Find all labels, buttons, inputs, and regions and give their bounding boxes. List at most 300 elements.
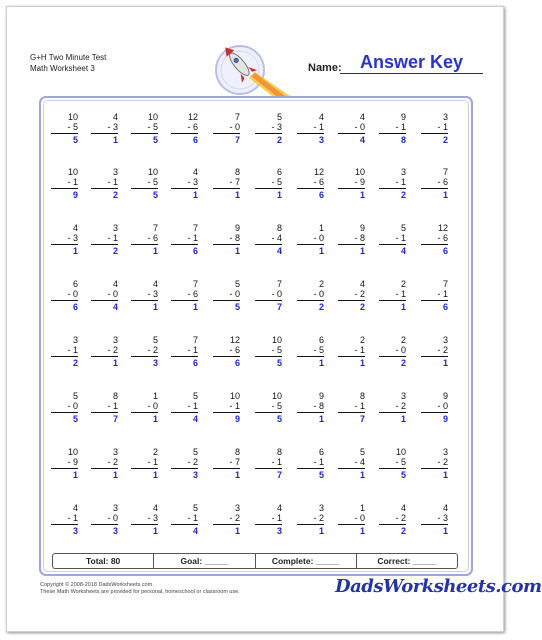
minuend: 6	[276, 167, 282, 177]
subtrahend: - 5	[271, 345, 282, 355]
subtrahend: - 1	[229, 401, 240, 411]
subtrahend: - 1	[395, 233, 406, 243]
minuend: 4	[318, 112, 324, 122]
subtrahend: - 1	[107, 233, 118, 243]
answer[interactable]: 9	[234, 414, 240, 424]
answer-rule	[131, 356, 158, 357]
minuend: 4	[192, 167, 198, 177]
problem	[376, 335, 406, 369]
answer[interactable]: 2	[359, 302, 365, 312]
subtrahend: - 5	[271, 177, 282, 187]
answer[interactable]: 1	[442, 470, 448, 480]
answer-rule	[338, 300, 365, 301]
answer-rule	[171, 133, 198, 134]
answer-rule	[131, 244, 158, 245]
problem	[376, 112, 406, 146]
minuend: 5	[400, 223, 406, 233]
answer[interactable]: 1	[318, 526, 324, 536]
answer[interactable]: 2	[400, 526, 406, 536]
minuend: 12	[187, 112, 198, 122]
minuend: 7	[276, 279, 282, 289]
answer-rule	[255, 133, 282, 134]
answer[interactable]: 1	[152, 526, 158, 536]
minuend: 4	[152, 503, 158, 513]
answer-rule	[255, 300, 282, 301]
answer-rule	[51, 524, 78, 525]
subtrahend: - 8	[229, 233, 240, 243]
answer[interactable]: 6	[442, 302, 448, 312]
subtrahend: - 0	[67, 289, 78, 299]
minuend: 10	[67, 447, 78, 457]
score-footer	[52, 553, 458, 569]
answer[interactable]: 6	[192, 246, 198, 256]
answer[interactable]: 2	[442, 135, 448, 145]
subtrahend: - 2	[437, 345, 448, 355]
name-label: Name:	[308, 62, 342, 74]
answer[interactable]: 4	[192, 526, 198, 536]
subtrahend: - 1	[271, 457, 282, 467]
answer-rule	[51, 244, 78, 245]
answer-rule	[421, 300, 448, 301]
answer[interactable]: 1	[359, 358, 365, 368]
worksheet-header	[30, 52, 106, 74]
answer-rule	[297, 188, 324, 189]
problem	[48, 503, 78, 537]
subtrahend: - 8	[313, 401, 324, 411]
answer[interactable]: 1	[318, 246, 324, 256]
subtrahend: - 0	[395, 345, 406, 355]
minuend: 3	[442, 447, 448, 457]
problem	[48, 391, 78, 425]
answer-rule	[51, 188, 78, 189]
minuend: 3	[112, 167, 118, 177]
problem	[335, 335, 365, 369]
answer[interactable]: 5	[318, 470, 324, 480]
answer-rule	[171, 188, 198, 189]
answer[interactable]: 3	[192, 470, 198, 480]
answer-rule	[297, 244, 324, 245]
answer-rule	[379, 133, 406, 134]
answer-rule	[171, 468, 198, 469]
answer-rule	[421, 188, 448, 189]
answer-rule	[255, 244, 282, 245]
answer-rule	[338, 412, 365, 413]
problem	[48, 335, 78, 369]
correct-field[interactable]: Correct: _____	[356, 554, 457, 568]
minuend: 7	[192, 223, 198, 233]
minuend: 10	[395, 447, 406, 457]
minuend: 10	[67, 167, 78, 177]
answer[interactable]: 7	[234, 135, 240, 145]
minuend: 7	[442, 167, 448, 177]
problem	[294, 279, 324, 313]
subtrahend: - 2	[354, 289, 365, 299]
problem	[376, 223, 406, 257]
answer[interactable]: 4	[359, 135, 365, 145]
minuend: 10	[271, 335, 282, 345]
problem	[252, 112, 282, 146]
subtrahend: - 3	[271, 122, 282, 132]
minuend: 4	[72, 503, 78, 513]
answer[interactable]: 3	[152, 358, 158, 368]
answer[interactable]: 1	[276, 190, 282, 200]
answer-rule	[213, 188, 240, 189]
subtrahend: - 6	[437, 233, 448, 243]
problem	[128, 391, 158, 425]
minuend: 3	[442, 335, 448, 345]
answer[interactable]: 1	[152, 470, 158, 480]
answer[interactable]: 2	[400, 190, 406, 200]
problem	[294, 447, 324, 481]
answer[interactable]: 7	[359, 414, 365, 424]
subtrahend: - 2	[437, 457, 448, 467]
answer-key-title: Answer Key	[359, 52, 464, 72]
subtrahend: - 7	[229, 457, 240, 467]
subtrahend: - 1	[67, 345, 78, 355]
problem	[335, 447, 365, 481]
subtrahend: - 7	[229, 177, 240, 187]
answer-rule	[213, 412, 240, 413]
answer-rule	[297, 412, 324, 413]
answer-rule	[131, 412, 158, 413]
answer[interactable]: 1	[400, 414, 406, 424]
answer[interactable]: 4	[192, 414, 198, 424]
answer[interactable]: 2	[112, 190, 118, 200]
subtrahend: - 1	[147, 457, 158, 467]
answer[interactable]: 5	[152, 190, 158, 200]
answer[interactable]: 3	[112, 526, 118, 536]
subtrahend: - 4	[271, 233, 282, 243]
answer[interactable]: 2	[318, 302, 324, 312]
answer[interactable]: 5	[276, 414, 282, 424]
problem	[128, 223, 158, 257]
problem	[210, 391, 240, 425]
problem	[48, 223, 78, 257]
answer-rule	[421, 412, 448, 413]
subtrahend: - 1	[187, 513, 198, 523]
answer[interactable]: 1	[152, 302, 158, 312]
answer[interactable]: 2	[72, 358, 78, 368]
problem	[210, 503, 240, 537]
answer[interactable]: 1	[152, 246, 158, 256]
subtrahend: - 6	[313, 177, 324, 187]
minuend: 8	[112, 391, 118, 401]
problem	[88, 167, 118, 201]
answer-rule	[91, 356, 118, 357]
answer[interactable]: 9	[72, 190, 78, 200]
subtrahend: - 0	[229, 122, 240, 132]
answer[interactable]: 6	[442, 246, 448, 256]
problem	[252, 167, 282, 201]
minuend: 2	[400, 335, 406, 345]
problem	[128, 112, 158, 146]
problem	[168, 167, 198, 201]
problem	[335, 167, 365, 201]
answer[interactable]: 1	[152, 414, 158, 424]
answer-rule	[421, 524, 448, 525]
answer[interactable]: 6	[234, 358, 240, 368]
answer-rule	[171, 300, 198, 301]
subtrahend: - 0	[354, 122, 365, 132]
answer-rule	[421, 244, 448, 245]
minuend: 4	[112, 279, 118, 289]
problem	[210, 279, 240, 313]
subtrahend: - 5	[313, 345, 324, 355]
minuend: 10	[229, 391, 240, 401]
answer-rule	[51, 300, 78, 301]
subtrahend: - 5	[67, 122, 78, 132]
answer[interactable]: 3	[276, 526, 282, 536]
minuend: 5	[359, 447, 365, 457]
answer[interactable]: 1	[72, 246, 78, 256]
answer[interactable]: 1	[234, 470, 240, 480]
problem	[48, 447, 78, 481]
problem	[335, 279, 365, 313]
answer-rule	[91, 300, 118, 301]
answer-rule	[131, 468, 158, 469]
answer[interactable]: 5	[152, 135, 158, 145]
answer-rule	[255, 468, 282, 469]
total-label: Total: 80	[85, 556, 121, 566]
answer[interactable]: 1	[359, 470, 365, 480]
answer-rule	[338, 133, 365, 134]
minuend: 2	[152, 447, 158, 457]
subtrahend: - 2	[187, 457, 198, 467]
answer[interactable]: 1	[400, 302, 406, 312]
subtrahend: - 1	[437, 122, 448, 132]
subtrahend: - 1	[187, 233, 198, 243]
answer[interactable]: 1	[318, 414, 324, 424]
minuend: 9	[359, 223, 365, 233]
minuend: 8	[234, 447, 240, 457]
problem	[88, 112, 118, 146]
subtrahend: - 6	[187, 289, 198, 299]
answer-rule	[379, 244, 406, 245]
answer[interactable]: 7	[276, 470, 282, 480]
subtrahend: - 0	[107, 513, 118, 523]
answer[interactable]: 2	[112, 246, 118, 256]
answer-rule	[379, 412, 406, 413]
answer[interactable]: 1	[192, 190, 198, 200]
answer-rule	[338, 524, 365, 525]
answer[interactable]: 4	[276, 246, 282, 256]
minuend: 10	[354, 167, 365, 177]
answer-rule	[379, 300, 406, 301]
usage-line: These Math Worksheets are provided for personal, homeschool or classroom use.	[40, 589, 240, 595]
answer[interactable]: 7	[276, 302, 282, 312]
subtrahend: - 0	[229, 289, 240, 299]
subtrahend: - 1	[187, 345, 198, 355]
answer[interactable]: 2	[400, 358, 406, 368]
answer[interactable]: 1	[359, 190, 365, 200]
answer[interactable]: 5	[400, 470, 406, 480]
subtrahend: - 1	[437, 289, 448, 299]
answer[interactable]: 1	[359, 246, 365, 256]
goal-field[interactable]: Goal: _____	[153, 554, 254, 568]
subtrahend: - 5	[395, 457, 406, 467]
problem	[252, 279, 282, 313]
answer[interactable]: 1	[72, 470, 78, 480]
subtrahend: - 1	[271, 513, 282, 523]
answer[interactable]: 4	[112, 302, 118, 312]
answer[interactable]: 7	[112, 414, 118, 424]
minuend: 8	[276, 223, 282, 233]
minuend: 9	[234, 223, 240, 233]
subtrahend: - 2	[147, 345, 158, 355]
problem	[294, 223, 324, 257]
subtrahend: - 0	[147, 401, 158, 411]
subtrahend: - 6	[187, 122, 198, 132]
minuend: 12	[437, 223, 448, 233]
answer[interactable]: 5	[72, 135, 78, 145]
answer[interactable]: 1	[234, 246, 240, 256]
answer[interactable]: 1	[192, 302, 198, 312]
problem	[88, 447, 118, 481]
minuend: 10	[67, 112, 78, 122]
minuend: 4	[359, 112, 365, 122]
minuend: 4	[359, 279, 365, 289]
minuend: 5	[234, 279, 240, 289]
answer[interactable]: 2	[276, 135, 282, 145]
subtrahend: - 9	[354, 177, 365, 187]
answer[interactable]: 1	[112, 358, 118, 368]
subtrahend: - 1	[67, 513, 78, 523]
subtrahend: - 0	[313, 233, 324, 243]
answer[interactable]: 4	[400, 246, 406, 256]
subtrahend: - 6	[437, 177, 448, 187]
minuend: 7	[192, 279, 198, 289]
answer[interactable]: 1	[359, 526, 365, 536]
minuend: 5	[276, 112, 282, 122]
problem	[376, 503, 406, 537]
subtrahend: - 3	[107, 122, 118, 132]
subtrahend: - 3	[147, 513, 158, 523]
problem	[168, 447, 198, 481]
minuend: 3	[72, 335, 78, 345]
minuend: 3	[400, 167, 406, 177]
answer-rule	[91, 468, 118, 469]
brand-logo[interactable]: DadsWorksheets.com	[335, 576, 542, 597]
answer[interactable]: 1	[442, 190, 448, 200]
problem	[418, 391, 448, 425]
problem	[376, 167, 406, 201]
problem	[335, 112, 365, 146]
answer-rule	[213, 244, 240, 245]
answer-rule	[421, 468, 448, 469]
subtrahend: - 9	[67, 457, 78, 467]
minuend: 4	[442, 503, 448, 513]
answer[interactable]: 1	[234, 190, 240, 200]
minuend: 7	[192, 335, 198, 345]
answer-rule	[171, 244, 198, 245]
subtrahend: - 3	[437, 513, 448, 523]
answer-rule	[171, 412, 198, 413]
problem	[48, 167, 78, 201]
problem	[418, 167, 448, 201]
subtrahend: - 0	[107, 289, 118, 299]
minuend: 1	[359, 503, 365, 513]
minuend: 4	[152, 279, 158, 289]
answer[interactable]: 3	[72, 526, 78, 536]
answer[interactable]: 6	[192, 358, 198, 368]
minuend: 3	[112, 447, 118, 457]
answer-rule	[297, 524, 324, 525]
answer-rule	[379, 468, 406, 469]
answer[interactable]: 1	[112, 470, 118, 480]
answer[interactable]: 1	[442, 358, 448, 368]
subtrahend: - 2	[107, 457, 118, 467]
answer[interactable]: 3	[318, 135, 324, 145]
minuend: 5	[152, 335, 158, 345]
answer[interactable]: 6	[192, 135, 198, 145]
answer-rule	[51, 468, 78, 469]
answer[interactable]: 8	[400, 135, 406, 145]
answer-rule	[131, 300, 158, 301]
answer-rule	[131, 133, 158, 134]
subtrahend: - 3	[67, 233, 78, 243]
minuend: 10	[147, 167, 158, 177]
minuend: 12	[313, 167, 324, 177]
name-field-line[interactable]	[340, 73, 483, 74]
problem	[294, 335, 324, 369]
minuend: 3	[318, 503, 324, 513]
problem	[418, 279, 448, 313]
answer[interactable]: 6	[72, 302, 78, 312]
subtrahend: - 0	[354, 513, 365, 523]
answer-rule	[51, 356, 78, 357]
minuend: 9	[400, 112, 406, 122]
subtrahend: - 1	[395, 177, 406, 187]
subtrahend: - 8	[354, 233, 365, 243]
answer-rule	[51, 133, 78, 134]
answer[interactable]: 5	[276, 358, 282, 368]
answer-rule	[213, 468, 240, 469]
answer[interactable]: 5	[72, 414, 78, 424]
answer-rule	[255, 412, 282, 413]
problem	[252, 391, 282, 425]
answer[interactable]: 1	[442, 526, 448, 536]
problem	[376, 447, 406, 481]
answer-rule	[131, 524, 158, 525]
problem	[418, 112, 448, 146]
answer[interactable]: 5	[234, 302, 240, 312]
minuend: 1	[318, 223, 324, 233]
subtrahend: - 2	[395, 513, 406, 523]
problem	[210, 447, 240, 481]
problem	[335, 503, 365, 537]
problem	[376, 279, 406, 313]
answer[interactable]: 6	[318, 190, 324, 200]
minuend: 6	[318, 335, 324, 345]
answer[interactable]: 1	[112, 135, 118, 145]
problem	[168, 335, 198, 369]
answer-rule	[338, 244, 365, 245]
copyright-notice	[40, 582, 240, 596]
answer[interactable]: 1	[234, 526, 240, 536]
subtrahend: - 0	[67, 401, 78, 411]
problem	[168, 391, 198, 425]
answer-rule	[171, 524, 198, 525]
answer[interactable]: 9	[442, 414, 448, 424]
problem	[418, 447, 448, 481]
answer-rule	[338, 188, 365, 189]
minuend: 12	[229, 335, 240, 345]
complete-field[interactable]: Complete: _____	[255, 554, 356, 568]
answer[interactable]: 1	[318, 358, 324, 368]
subtrahend: - 0	[437, 401, 448, 411]
answer-rule	[213, 300, 240, 301]
answer-rule	[379, 524, 406, 525]
